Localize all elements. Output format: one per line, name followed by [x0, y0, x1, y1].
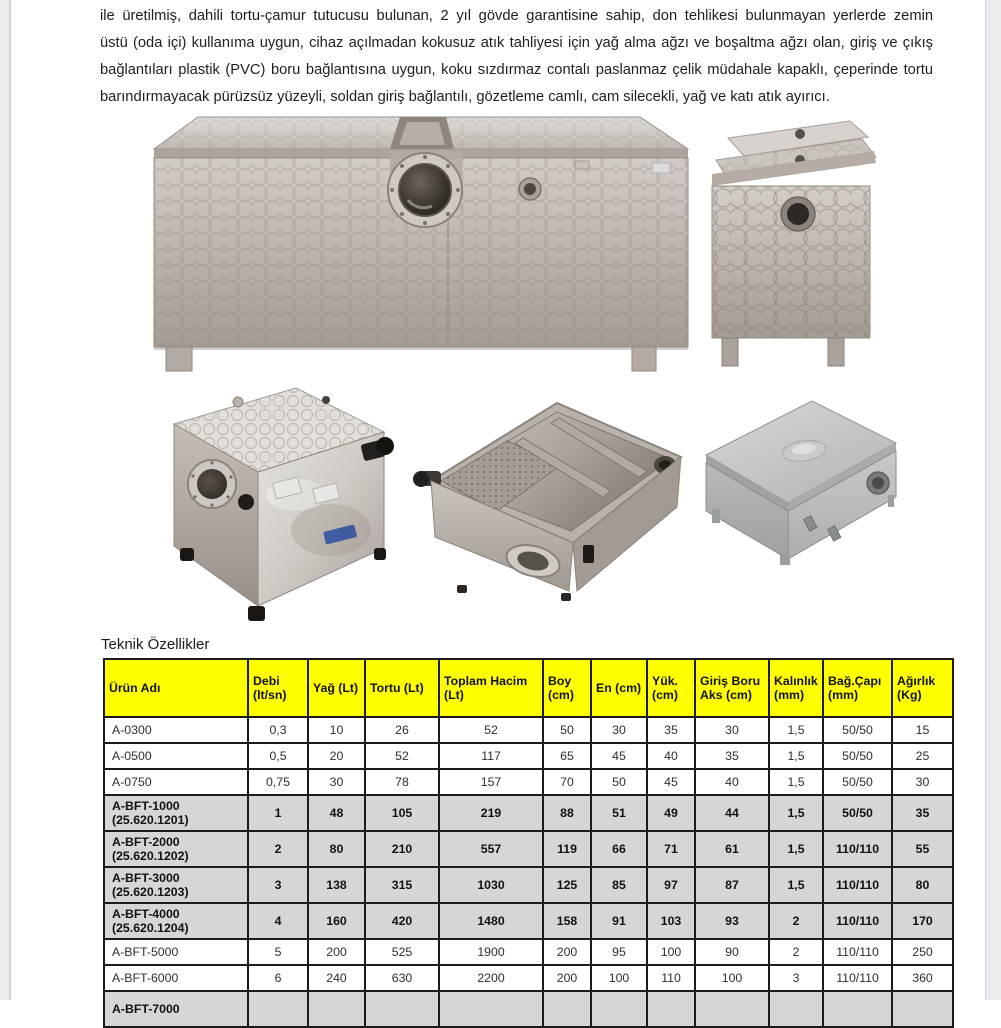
cell: 26 [365, 717, 439, 743]
cell: 219 [439, 795, 543, 831]
cell: 160 [308, 903, 365, 939]
intro-line: üstü (oda içi) kullanıma uygun, cihaz açılmadan kokusuz atık tahliyesi için yağ alma ağzı ve boşaltma ağzı olan, giriş ve çıkış [100, 35, 933, 51]
cell: 1030 [439, 867, 543, 903]
col-header-tortu: Tortu (Lt) [365, 659, 439, 717]
col-header-debi: Debi (lt/sn) [248, 659, 308, 717]
cell: 315 [365, 867, 439, 903]
table-row [104, 717, 953, 743]
cell: 52 [365, 743, 439, 769]
cell: 1900 [439, 939, 543, 965]
cell: 45 [647, 769, 695, 795]
cell: 93 [695, 903, 769, 939]
tank-leg [722, 338, 738, 366]
cell: 55 [892, 831, 953, 867]
cell: 2200 [439, 965, 543, 991]
cell: 360 [892, 965, 953, 991]
col-header-bag-capi: Bağ.Çapı (mm) [823, 659, 892, 717]
cell: 157 [439, 769, 543, 795]
cell: 200 [543, 965, 591, 991]
table-row [104, 939, 953, 965]
cell: 1,5 [769, 769, 823, 795]
cell: 88 [543, 795, 591, 831]
col-header-agirlik: Ağırlık (Kg) [892, 659, 953, 717]
cell: 70 [543, 769, 591, 795]
cell [248, 991, 308, 1027]
product-photo-side-view [700, 108, 882, 378]
cell: 210 [365, 831, 439, 867]
cell: 80 [892, 867, 953, 903]
cell [823, 991, 892, 1027]
cell: 51 [591, 795, 647, 831]
product-photo-closed-perspective [146, 380, 398, 624]
product-name-cell: A-BFT-1000 (25.620.1201) [104, 795, 248, 831]
cell: 110/110 [823, 903, 892, 939]
tank-leg [632, 347, 656, 371]
cell: 85 [591, 867, 647, 903]
cell: 50 [543, 717, 591, 743]
cell: 100 [647, 939, 695, 965]
table-row-highlighted [104, 867, 953, 903]
product-name-cell: A-BFT-3000 (25.620.1203) [104, 867, 248, 903]
cell [439, 991, 543, 1027]
cell: 52 [439, 717, 543, 743]
cell [365, 991, 439, 1027]
product-name-cell: A-BFT-7000 [104, 991, 248, 1027]
table-row-highlighted [104, 831, 953, 867]
table-header-row [104, 659, 953, 717]
tank-foot [248, 606, 265, 621]
cell: 50/50 [823, 717, 892, 743]
spec-table [103, 658, 954, 1028]
table-row [104, 743, 953, 769]
cell: 100 [591, 965, 647, 991]
cell: 40 [695, 769, 769, 795]
cell: 100 [695, 965, 769, 991]
cell: 95 [591, 939, 647, 965]
cell [543, 991, 591, 1027]
cell: 30 [308, 769, 365, 795]
cell: 5 [248, 939, 308, 965]
cell: 30 [695, 717, 769, 743]
tank-foot [180, 548, 194, 561]
cell: 48 [308, 795, 365, 831]
cell: 25 [892, 743, 953, 769]
product-name-cell: A-0750 [104, 769, 248, 795]
table-row-highlighted [104, 795, 953, 831]
col-header-yag: Yağ (Lt) [308, 659, 365, 717]
wiper-valve [583, 545, 594, 563]
cell: 420 [365, 903, 439, 939]
tank-leg [828, 338, 844, 366]
table-row-highlighted [104, 903, 953, 939]
cell: 138 [308, 867, 365, 903]
tank-foot [374, 548, 386, 560]
product-name-cell: A-0500 [104, 743, 248, 769]
col-header-giris-boru-aks: Giriş Boru Aks (cm) [695, 659, 769, 717]
cell: 110/110 [823, 867, 892, 903]
intro-line: ile üretilmiş, dahili tortu-çamur tutucusu bulunan, 2 yıl gövde garantisine sahip, don tehlikesi bulunmayan yerlerde zemin [100, 8, 933, 24]
cell: 71 [647, 831, 695, 867]
cell: 3 [769, 965, 823, 991]
cell: 3 [248, 867, 308, 903]
cell: 50/50 [823, 769, 892, 795]
box-foot [780, 555, 790, 565]
cell [769, 991, 823, 1027]
wiper-knob [238, 494, 254, 510]
cell: 125 [543, 867, 591, 903]
cell: 630 [365, 965, 439, 991]
col-header-toplam-hacim: Toplam Hacim (Lt) [439, 659, 543, 717]
brand-label [652, 163, 670, 173]
product-name-cell: A-0300 [104, 717, 248, 743]
cell [695, 991, 769, 1027]
cell: 80 [308, 831, 365, 867]
box-foot [712, 509, 720, 523]
cell: 10 [308, 717, 365, 743]
table-row [104, 769, 953, 795]
cell: 1,5 [769, 717, 823, 743]
cell: 1480 [439, 903, 543, 939]
cell: 35 [695, 743, 769, 769]
cell: 2 [248, 831, 308, 867]
cell: 119 [543, 831, 591, 867]
cell: 105 [365, 795, 439, 831]
cell: 97 [647, 867, 695, 903]
intro-line: barındırmayacak pürüzsüz yüzeyli, soldan giriş bağlantılı, gözetleme camlı, cam silecekli, yağ ve katı atık ayırıcı. [100, 89, 830, 105]
section-title: Teknik Özellikler [101, 636, 210, 653]
table-row [104, 965, 953, 991]
product-name-cell: A-BFT-4000 (25.620.1204) [104, 903, 248, 939]
cell: 35 [892, 795, 953, 831]
table-row-highlighted-partial [104, 991, 953, 1027]
box-foot [888, 495, 894, 507]
cell: 78 [365, 769, 439, 795]
product-photo-galvanized-box [692, 391, 904, 567]
cell: 250 [892, 939, 953, 965]
tank-leg [166, 347, 192, 371]
cell: 6 [248, 965, 308, 991]
col-header-kalinlik: Kalınlık (mm) [769, 659, 823, 717]
cell: 1,5 [769, 867, 823, 903]
cell: 117 [439, 743, 543, 769]
cell: 35 [647, 717, 695, 743]
cell: 91 [591, 903, 647, 939]
cell: 0,3 [248, 717, 308, 743]
cell: 240 [308, 965, 365, 991]
intro-line: bağlantıları plastik (PVC) boru bağlantısına uygun, koku sızdırmaz contalı paslanmaz çelik müdahale kapaklı, çeperinde tortu [100, 62, 933, 78]
cell [308, 991, 365, 1027]
col-header-urun-adi: Ürün Adı [104, 659, 248, 717]
tag-label [575, 161, 589, 169]
cell: 1 [248, 795, 308, 831]
cell: 40 [647, 743, 695, 769]
cell: 49 [647, 795, 695, 831]
page-left-edge [0, 0, 11, 1000]
cell: 110/110 [823, 965, 892, 991]
cell: 45 [591, 743, 647, 769]
cell: 0,5 [248, 743, 308, 769]
tank-foot [561, 593, 571, 601]
cell: 61 [695, 831, 769, 867]
cell: 50/50 [823, 743, 892, 769]
cell: 50/50 [823, 795, 892, 831]
cell: 4 [248, 903, 308, 939]
cell: 2 [769, 903, 823, 939]
cell: 50 [591, 769, 647, 795]
cell [647, 991, 695, 1027]
product-photo-open-interior [415, 385, 695, 603]
cell: 1,5 [769, 795, 823, 831]
cell: 1,5 [769, 743, 823, 769]
cell: 110 [647, 965, 695, 991]
cell: 66 [591, 831, 647, 867]
cell: 557 [439, 831, 543, 867]
cell: 103 [647, 903, 695, 939]
page-right-edge [985, 0, 1001, 1000]
col-header-en: En (cm) [591, 659, 647, 717]
cell: 87 [695, 867, 769, 903]
cell [892, 991, 953, 1027]
cell: 30 [591, 717, 647, 743]
tank-foot [457, 585, 467, 593]
product-name-cell: A-BFT-6000 [104, 965, 248, 991]
product-name-cell: A-BFT-5000 [104, 939, 248, 965]
cell: 65 [543, 743, 591, 769]
cell: 170 [892, 903, 953, 939]
product-name-cell: A-BFT-2000 (25.620.1202) [104, 831, 248, 867]
cell: 200 [308, 939, 365, 965]
cell: 200 [543, 939, 591, 965]
cell: 15 [892, 717, 953, 743]
cell: 525 [365, 939, 439, 965]
cell: 158 [543, 903, 591, 939]
cell: 0,75 [248, 769, 308, 795]
cell: 90 [695, 939, 769, 965]
cell: 110/110 [823, 939, 892, 965]
product-photo-front-view [140, 105, 702, 373]
cell: 20 [308, 743, 365, 769]
cell: 1,5 [769, 831, 823, 867]
intro-paragraph [100, 3, 933, 111]
cell [591, 991, 647, 1027]
col-header-boy: Boy (cm) [543, 659, 591, 717]
cell: 30 [892, 769, 953, 795]
col-header-yuk: Yük. (cm) [647, 659, 695, 717]
cell: 110/110 [823, 831, 892, 867]
cell: 2 [769, 939, 823, 965]
cell: 44 [695, 795, 769, 831]
